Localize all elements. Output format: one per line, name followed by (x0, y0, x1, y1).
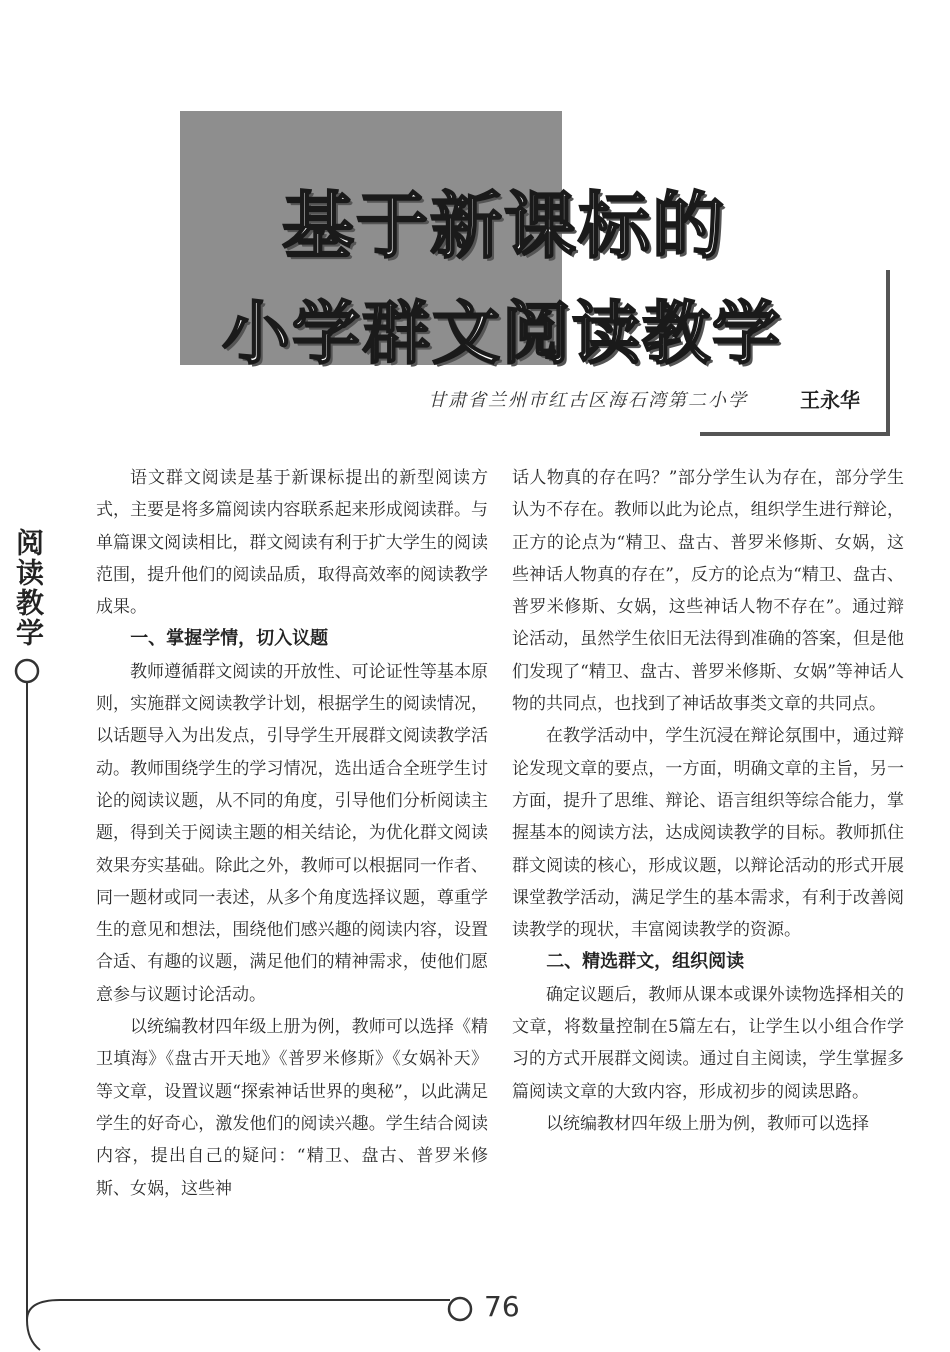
page-number-ornament-circle (449, 1298, 471, 1320)
margin-bottom-hook (27, 1320, 40, 1350)
page-number: 76 (484, 1290, 520, 1323)
section-heading-2: 二、精选群文，组织阅读 (546, 951, 745, 973)
right-column (512, 462, 904, 1140)
right-paragraph-3: 确定议题后，教师从课本或课外读物选择相关的文章，将数量控制在5篇左右，让学生以小组合作学习的方式开展群文阅读。通过自主阅读，学生掌握多篇阅读文章的大致内容，形成初步的阅读思路。 (512, 984, 904, 1102)
margin-bottom-curve (27, 1300, 450, 1320)
right-paragraph-4: 以统编教材四年级上册为例，教师可以选择 (546, 1113, 869, 1134)
author-affiliation: 甘肃省兰州市红古区海石湾第二小学 (428, 390, 748, 411)
article-title-line-2: 小学群文阅读教学 (222, 295, 783, 374)
section-heading-1: 一、掌握学情，切入议题 (130, 628, 329, 650)
left-paragraph-3: 以统编教材四年级上册为例，教师可以选择《精卫填海》《盘古开天地》《普罗米修斯》《女娲补天》等文章，设置议题“探索神话世界的奥秘”，以此满足学生的好奇心，激发他们的阅读兴趣。学生结合阅读内容，提出自己的疑问：“精卫、盘古、普罗米修斯、女娲，这些神 (96, 1017, 488, 1199)
left-column (96, 462, 488, 1205)
left-paragraph-1: 语文群文阅读是基于新课标提出的新型阅读方式，主要是将多篇阅读内容联系起来形成阅读群。与单篇课文阅读相比，群文阅读有利于扩大学生的阅读范围，提升他们的阅读品质，取得高效率的阅读教学成果。 (96, 468, 488, 618)
article-title-line-1: 基于新课标的 (282, 184, 727, 268)
author-name: 王永华 (800, 388, 860, 412)
section-label: 阅读教学 (12, 528, 45, 648)
left-paragraph-2: 教师遵循群文阅读的开放性、可论证性等基本原则，实施群文阅读教学计划，根据学生的阅读情况，以话题导入为出发点，引导学生开展群文阅读教学活动。教师围绕学生的学习情况，选出适合全班学生讨论的阅读议题，从不同的角度，引导他们分析阅读主题，得到关于阅读主题的相关结论，为优化群文阅读效果夯实基础。除此之外，教师可以根据同一作者、同一题材或同一表述，从多个角度选择议题，尊重学生的意见和想法，围绕他们感兴趣的阅读内容，设置合适、有趣的议题，满足他们的精神需求，使他们愿意参与议题讨论活动。 (96, 661, 488, 1005)
right-paragraph-1: 话人物真的存在吗？”部分学生认为存在，部分学生认为不存在。教师以此为论点，组织学生进行辩论，正方的论点为“精卫、盘古、普罗米修斯、女娲，这些神话人物真的存在”，反方的论点为“精卫、盘古、普罗米修斯、女娲，这些神话人物不存在”。通过辩论活动，虽然学生依旧无法得到准确的答案，但是他们发现了“精卫、盘古、普罗米修斯、女娲”等神话人物的共同点，也找到了神话故事类文章的共同点。 (512, 468, 904, 715)
right-paragraph-2: 在教学活动中，学生沉浸在辩论氛围中，通过辩论发现文章的要点，一方面，明确文章的主旨，另一方面，提升了思维、辩论、语言组织等综合能力，掌握基本的阅读方法，达成阅读教学的目标。教师抓住群文阅读的核心，形成议题，以辩论活动的形式开展课堂教学活动，满足学生的基本需求，有利于改善阅读教学的现状，丰富阅读教学的资源。 (512, 726, 904, 941)
margin-ornament-circle-top (16, 660, 38, 682)
